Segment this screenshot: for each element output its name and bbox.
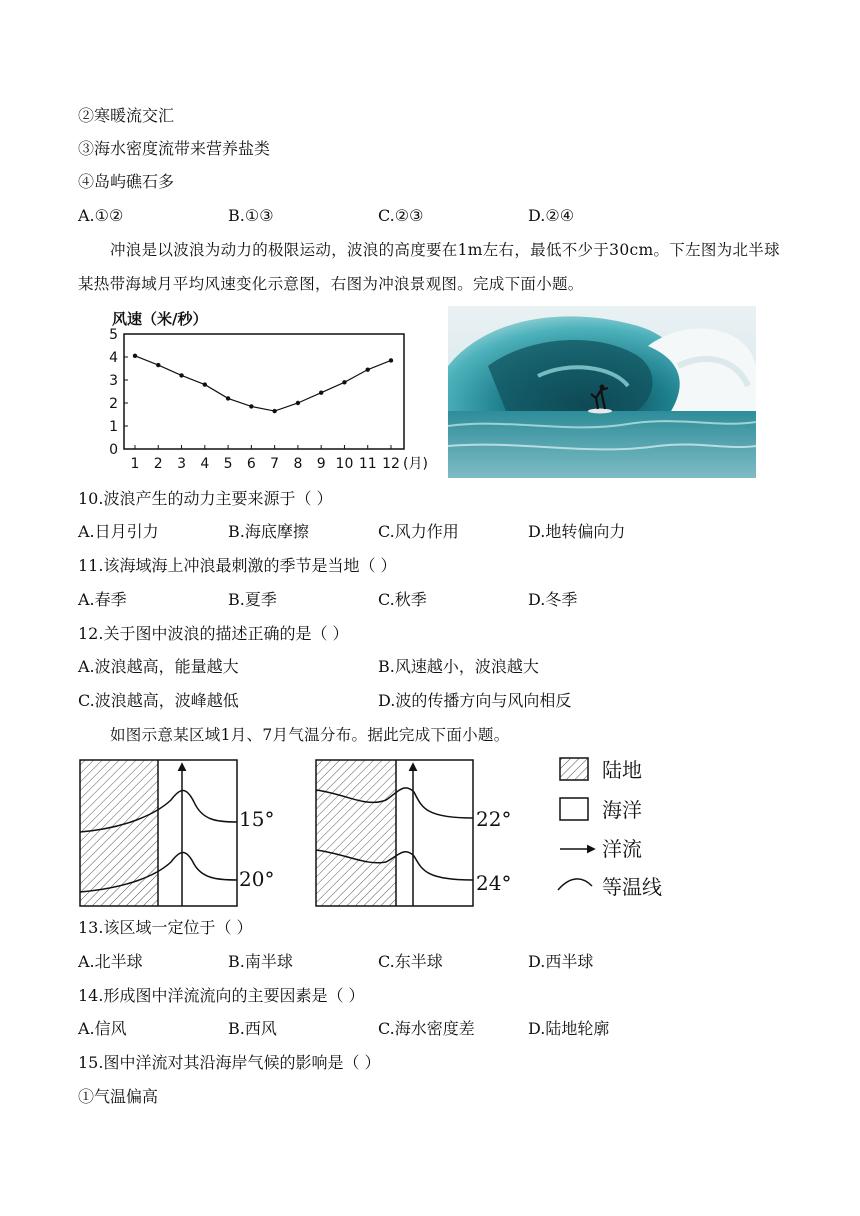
x-tick-label: 4: [200, 456, 210, 472]
q14-stem: 14.形成图中洋流流向的主要因素是（ ）: [78, 986, 365, 1005]
q11-option-a: A.春季: [78, 590, 127, 609]
q13-option-d: D.西半球: [528, 952, 594, 971]
q12-option-c: C.波浪越高，波峰越低: [78, 691, 239, 710]
q15-stem: 15.图中洋流对其沿海岸气候的影响是（ ）: [78, 1053, 381, 1072]
x-tick-label: 8: [293, 456, 303, 472]
wind-speed-point: [366, 367, 370, 371]
legend-land-swatch: [560, 758, 588, 780]
wind-speed-point: [156, 363, 160, 367]
item-4: ④岛屿礁石多: [78, 172, 175, 191]
isotherm-maps: [76, 752, 676, 912]
q11-option-b: B.夏季: [228, 590, 277, 609]
q12-option-b: B.风速越小，波浪越大: [378, 657, 539, 676]
q14-option-c: C.海水密度差: [378, 1019, 475, 1038]
q13-stem: 13.该区域一定位于（ ）: [78, 918, 253, 937]
y-tick-label: 1: [109, 419, 118, 435]
chart-plot-frame: [124, 334, 404, 449]
q11-option-c: C.秋季: [378, 590, 427, 609]
wind-speed-point: [342, 380, 346, 384]
wind-speed-point: [249, 404, 253, 408]
q12-stem: 12.关于图中波浪的描述正确的是（ ）: [78, 624, 349, 643]
q13-option-a: A.北半球: [78, 952, 143, 971]
legend-ocean: 海洋: [602, 798, 642, 822]
map-january: [80, 760, 274, 906]
wind-speed-point: [179, 373, 183, 377]
y-tick-label: 2: [109, 396, 118, 412]
q11-option-d: D.冬季: [528, 590, 578, 609]
label-15: 15°: [239, 807, 275, 831]
temp-intro-text: 如图示意某区域1月、7月气温分布。据此完成下面小题。: [110, 726, 510, 744]
y-tick-label: 0: [109, 442, 118, 458]
chart-x-axis-label: (月): [403, 456, 428, 472]
x-tick-label: 12: [382, 456, 400, 472]
legend-isotherm: 等温线: [602, 875, 662, 899]
label-20: 20°: [239, 867, 275, 891]
q15-item-1: ①气温偏高: [78, 1087, 159, 1106]
wind-speed-point: [203, 382, 207, 386]
wind-speed-chart: [100, 304, 445, 479]
wind-speed-point: [389, 358, 393, 362]
q12-option-a: A.波浪越高，能量越大: [78, 657, 239, 676]
q12-option-d: D.波的传播方向与风向相反: [378, 691, 572, 710]
item-3: ③海水密度流带来营养盐类: [78, 139, 271, 158]
x-tick-label: 2: [153, 456, 163, 472]
wind-speed-point: [319, 390, 323, 394]
label-22: 22°: [476, 807, 512, 831]
wind-speed-point: [272, 409, 276, 413]
map-legend: [558, 758, 662, 899]
x-tick-label: 10: [335, 456, 354, 472]
label-24: 24°: [476, 871, 512, 895]
q10-stem: 10.波浪产生的动力主要来源于（ ）: [78, 489, 333, 508]
wind-speed-point: [296, 401, 300, 405]
x-tick-label: 7: [270, 456, 280, 472]
surf-intro-text: 冲浪是以波浪为动力的极限运动，波浪的高度要在1m左右，最低不少于30cm。下左图为北半球某热带海域月平均风速变化示意图，右图为冲浪景观图。完成下面小题。: [78, 241, 780, 293]
item-2: ②寒暖流交汇: [78, 106, 175, 125]
q10-option-a: A.日月引力: [78, 522, 159, 541]
q9-option-d: D.②④: [528, 206, 575, 225]
x-tick-label: 9: [316, 456, 326, 472]
q10-option-d: D.地转偏向力: [528, 522, 626, 541]
chart-y-axis-label: 风速（米/秒）: [112, 310, 208, 328]
x-tick-label: 5: [223, 456, 233, 472]
q13-option-b: B.南半球: [228, 952, 293, 971]
q13-option-c: C.东半球: [378, 952, 443, 971]
x-tick-label: 11: [358, 456, 377, 472]
wind-speed-point: [226, 396, 230, 400]
surf-intro-paragraph: [78, 233, 784, 301]
wind-speed-point: [133, 354, 137, 358]
y-tick-label: 5: [109, 327, 118, 343]
q10-option-c: C.风力作用: [378, 522, 459, 541]
q9-option-a: A.①②: [78, 206, 124, 225]
map-july: [316, 760, 511, 906]
q14-option-d: D.陆地轮廓: [528, 1019, 610, 1038]
q11-stem: 11.该海域海上冲浪最刺激的季节是当地（ ）: [78, 556, 397, 575]
x-tick-label: 3: [177, 456, 187, 472]
legend-isotherm-icon: [558, 879, 592, 890]
q10-option-b: B.海底摩擦: [228, 522, 309, 541]
legend-current: 洋流: [602, 837, 642, 861]
y-tick-label: 3: [109, 373, 118, 389]
surfing-photo: [448, 306, 756, 478]
q14-option-a: A.信风: [78, 1019, 127, 1038]
legend-land: 陆地: [602, 758, 642, 782]
q9-option-c: C.②③: [378, 206, 424, 225]
q9-option-b: B.①③: [228, 206, 274, 225]
y-tick-label: 4: [109, 350, 118, 366]
x-tick-label: 6: [246, 456, 256, 472]
wind-speed-line: [135, 356, 391, 411]
x-tick-label: 1: [130, 456, 140, 472]
legend-ocean-swatch: [560, 798, 588, 820]
q14-option-b: B.西风: [228, 1019, 277, 1038]
